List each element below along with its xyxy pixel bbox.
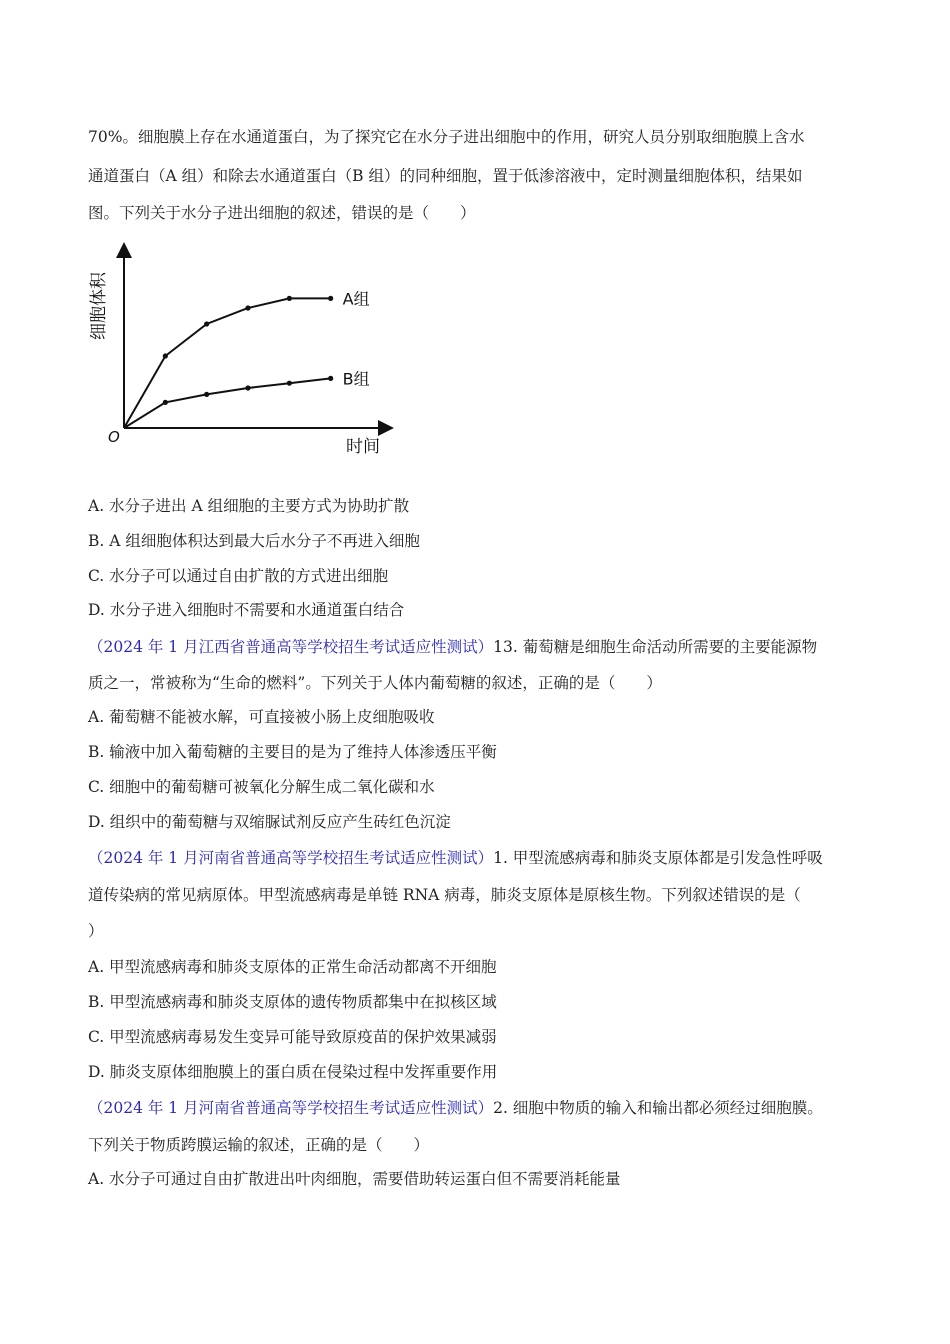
- q1-option-c: C. 甲型流感病毒易发生变异可能导致原疫苗的保护效果减弱: [88, 1028, 497, 1046]
- q2-source: （2024 年 1 月河南省普通高等学校招生考试适应性测试）: [88, 1099, 494, 1117]
- series-1-point-3: [245, 385, 250, 390]
- q2-stem-line-2: 下列关于物质跨膜运输的叙述，正确的是（ ）: [88, 1136, 430, 1154]
- q13-option-a: A. 葡萄糖不能被水解，可直接被小肠上皮细胞吸收: [88, 708, 435, 726]
- q12-stem-line-3: 图。下列关于水分子进出细胞的叙述，错误的是（ ）: [88, 204, 476, 222]
- origin-label: O: [108, 428, 120, 446]
- q1-stem-text: 1. 甲型流感病毒和肺炎支原体都是引发急性呼吸: [493, 849, 823, 867]
- q12-option-c: C. 水分子可以通过自由扩散的方式进出细胞: [88, 567, 389, 585]
- series-line-1: [124, 378, 331, 428]
- cell-volume-chart: [88, 240, 398, 465]
- y-axis-label: 细胞体积: [89, 272, 109, 340]
- series-label-0: A组: [342, 289, 370, 309]
- q13-source: （2024 年 1 月江西省普通高等学校招生考试适应性测试）: [88, 638, 494, 656]
- q12-option-d: D. 水分子进入细胞时不需要和水通道蛋白结合: [88, 601, 405, 619]
- series-1-point-4: [287, 381, 292, 386]
- q13-stem-text: 13. 葡萄糖是细胞生命活动所需要的主要能源物: [493, 638, 818, 656]
- series-0-point-5: [328, 296, 333, 301]
- q1-option-d: D. 肺炎支原体细胞膜上的蛋白质在侵染过程中发挥重要作用: [88, 1063, 498, 1081]
- q12-option-b: B. A 组细胞体积达到最大后水分子不再进入细胞: [88, 532, 420, 550]
- series-label-1: B组: [342, 369, 370, 389]
- series-0-point-4: [287, 296, 292, 301]
- series-1-point-2: [204, 392, 209, 397]
- q2-stem-text: 2. 细胞中物质的输入和输出都必须经过细胞膜。: [493, 1099, 823, 1117]
- q1-stem-line-1: [88, 848, 823, 868]
- q13-stem-line-2: 质之一，常被称为“生命的燃料”。下列关于人体内葡萄糖的叙述，正确的是（ ）: [88, 674, 662, 692]
- q12-stem-line-2: 通道蛋白（A 组）和除去水通道蛋白（B 组）的同种细胞，置于低渗溶液中，定时测量细胞体积，结果如: [88, 167, 803, 185]
- q1-option-a: A. 甲型流感病毒和肺炎支原体的正常生命活动都离不开细胞: [88, 958, 497, 976]
- q13-option-b: B. 输液中加入葡萄糖的主要目的是为了维持人体渗透压平衡: [88, 743, 497, 761]
- q1-stem-line-2: 道传染病的常见病原体。甲型流感病毒是单链 RNA 病毒，肺炎支原体是原核生物。下列叙述错误的是（: [88, 886, 801, 904]
- q12-option-a: A. 水分子进出 A 组细胞的主要方式为协助扩散: [88, 497, 410, 515]
- q13-option-d: D. 组织中的葡萄糖与双缩脲试剂反应产生砖红色沉淀: [88, 813, 451, 831]
- x-axis-label: 时间: [346, 437, 380, 457]
- q1-stem-line-3: ）: [88, 922, 104, 940]
- q13-option-c: C. 细胞中的葡萄糖可被氧化分解生成二氧化碳和水: [88, 778, 435, 796]
- q2-option-a: A. 水分子可通过自由扩散进出叶肉细胞，需要借助转运蛋白但不需要消耗能量: [88, 1170, 621, 1188]
- q13-stem-line-1: [88, 637, 817, 657]
- q1-source: （2024 年 1 月河南省普通高等学校招生考试适应性测试）: [88, 849, 494, 867]
- series-1-point-1: [163, 400, 168, 405]
- series-0-point-2: [204, 321, 209, 326]
- q1-option-b: B. 甲型流感病毒和肺炎支原体的遗传物质都集中在拟核区域: [88, 993, 497, 1011]
- q12-stem-line-1: 70%。细胞膜上存在水通道蛋白，为了探究它在水分子进出细胞中的作用，研究人员分别取细胞膜上含水: [88, 128, 805, 146]
- series-1-point-5: [328, 376, 333, 381]
- series-0-point-1: [163, 353, 168, 358]
- q2-stem-line-1: [88, 1098, 823, 1118]
- series-0-point-3: [245, 305, 250, 310]
